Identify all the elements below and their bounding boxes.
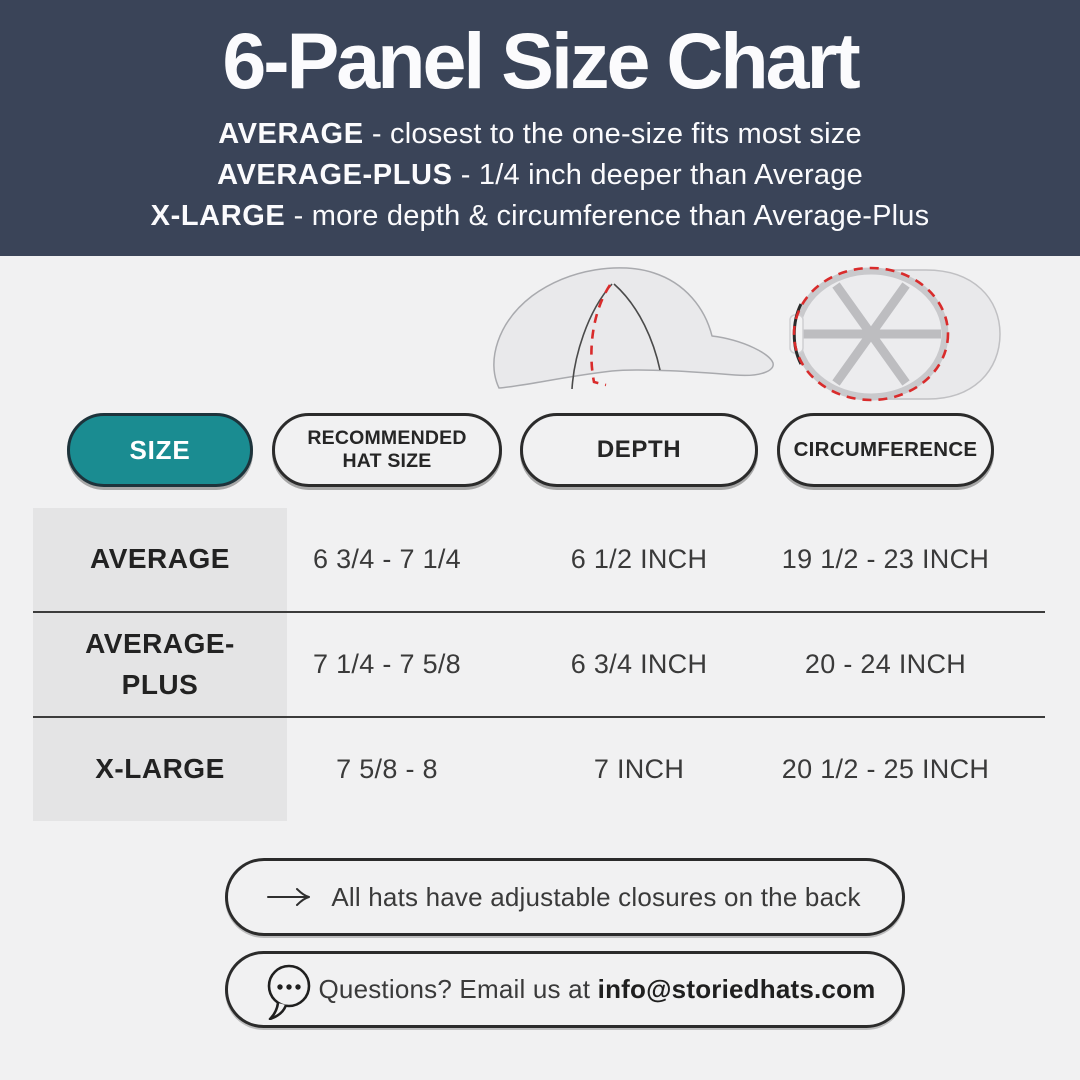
cell-average-hat-size: 6 3/4 - 7 1/4	[313, 544, 461, 574]
subtitle-x-large	[0, 196, 1080, 237]
row-label-average: AVERAGE	[33, 508, 287, 611]
cell-average-depth: 6 1/2 INCH	[570, 544, 708, 574]
note-questions-prefix: Questions? Email us at	[318, 974, 598, 1004]
table-row-average	[33, 508, 1045, 613]
table-row-x-large	[33, 718, 1045, 821]
note-questions-email	[225, 951, 905, 1028]
cell-average-circumference: 19 1/2 - 23 INCH	[781, 544, 990, 574]
column-header-depth: DEPTH	[520, 413, 758, 487]
cell-average-plus-depth: 6 3/4 INCH	[570, 649, 708, 679]
hat-side-view-illustration	[482, 262, 782, 407]
note-questions-email-text	[316, 974, 902, 1005]
subtitle-average-plus	[0, 155, 1080, 196]
subtitle-average-term: AVERAGE	[218, 118, 364, 151]
size-table	[33, 508, 1045, 821]
row-label-average-plus: AVERAGE-PLUS	[33, 613, 287, 716]
arrow-right-icon	[266, 886, 314, 908]
subtitle-x-large-term: X-LARGE	[150, 200, 286, 233]
hero-banner	[0, 0, 1080, 256]
note-adjustable-closures	[225, 858, 905, 936]
cell-average-plus-hat-size: 7 1/4 - 7 5/8	[313, 649, 461, 679]
hat-bottom-view-illustration	[778, 258, 1003, 408]
column-header-recommended-hat-size: RECOMMENDED HAT SIZE	[272, 413, 502, 487]
note-adjustable-closures-text: All hats have adjustable closures on the back	[331, 881, 861, 912]
subtitle-average	[0, 114, 1080, 155]
subtitle-average-desc: - closest to the one-size fits most size	[363, 118, 862, 151]
subtitle-x-large-desc: - more depth & circumference than Average-Plus	[285, 200, 930, 233]
column-header-size: SIZE	[67, 413, 253, 487]
page-title: 6-Panel Size Chart	[222, 16, 858, 105]
cell-x-large-depth: 7 INCH	[593, 754, 685, 784]
cell-x-large-hat-size: 7 5/8 - 8	[336, 754, 438, 784]
contact-email[interactable]: info@storiedhats.com	[597, 974, 876, 1004]
chat-bubble-icon	[262, 960, 316, 1020]
cell-x-large-circumference: 20 1/2 - 25 INCH	[781, 754, 990, 784]
column-header-circumference: CIRCUMFERENCE	[777, 413, 994, 487]
subtitle-average-plus-term: AVERAGE-PLUS	[217, 159, 453, 192]
cell-average-plus-circumference: 20 - 24 INCH	[804, 649, 967, 679]
row-label-x-large: X-LARGE	[33, 718, 287, 821]
table-row-average-plus	[33, 613, 1045, 718]
subtitle-average-plus-desc: - 1/4 inch deeper than Average	[452, 159, 863, 192]
